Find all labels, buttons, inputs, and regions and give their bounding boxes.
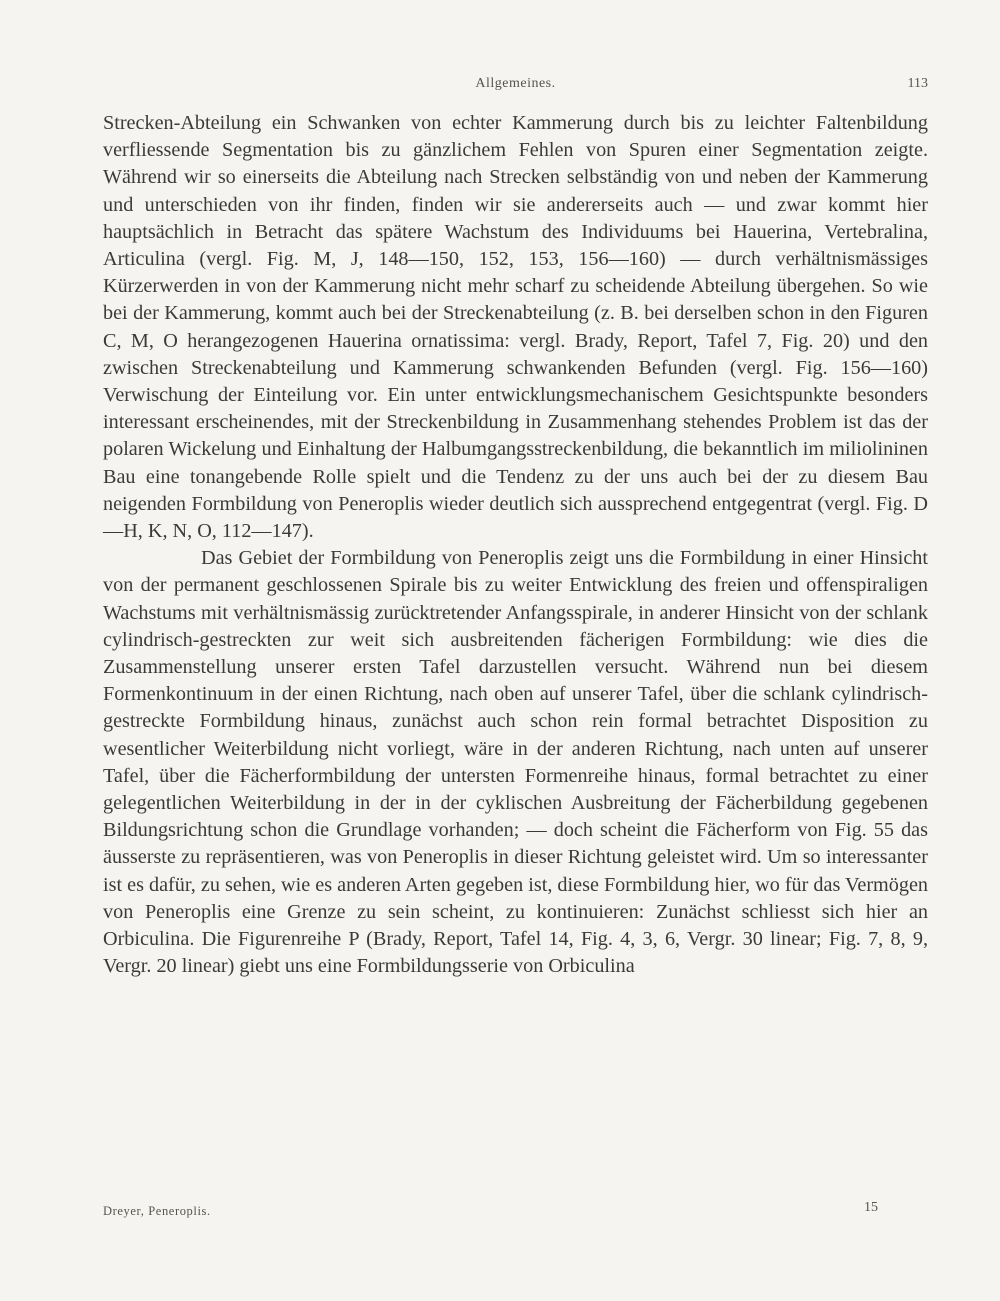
running-title: Allgemeines.: [475, 76, 556, 91]
sheet-number: 15: [864, 1200, 878, 1215]
signature-line: Dreyer, Peneroplis.: [103, 1204, 211, 1218]
page-number: 113: [907, 76, 928, 91]
paragraph-2: Das Gebiet der Formbildung von Peneroplis zeigt uns die Formbildung in einer Hinsicht von der permanent geschlossenen Spirale bis zu weiter Entwicklung des freien und offenspiraligen Wachstums mit verhältnismässig zurücktretender Anfangsspirale, in anderer Hinsicht von der schlank cylindrisch-gestreckten zur weit sich ausbreitenden fächerigen Formbildung: wie dies die Zusammenstellung unserer ersten Tafel darzustellen versucht. Während nun bei diesem Formenkontinuum in der einen Richtung, nach oben auf unserer Tafel, über die schlank cylindrisch-gestreckte Formbildung hinaus, zunächst auch schon rein formal betrachtet Disposition zu wesentlicher Weiterbildung nicht vorliegt, wäre in der anderen Richtung, nach unten auf unserer Tafel, über die Fächerformbildung der untersten Formenreihe hinaus, formal betrachtet zu einer gelegentlichen Weiterbildung in der in der cyklischen Ausbreitung der Fächerbildung gegebenen Bildungsrichtung schon die Grundlage vorhanden; — doch scheint die Fächerform von Fig. 55 das äusserste zu repräsentieren, was von Peneroplis in dieser Richtung geleistet wird. Um so interessanter ist es dafür, zu sehen, wie es anderen Arten gegeben ist, diese Formbildung hier, wo für das Vermögen von Peneroplis eine Grenze zu sein scheint, zu kontinuieren: Zunächst schliesst sich hier an Orbiculina. Die Figurenreihe P (Brady, Report, Tafel 14, Fig. 4, 3, 6, Vergr. 30 linear; Fig. 7, 8, 9, Vergr. 20 linear) giebt uns eine Formbildungsserie von Orbiculina: [103, 547, 928, 978]
page-footer: [103, 1200, 928, 1222]
running-head: [103, 76, 928, 98]
body-text: [103, 110, 928, 981]
paragraph-1: Strecken-Abteilung ein Schwanken von echter Kammerung durch bis zu leichter Faltenbildung verfliessende Segmentation bis zu gänzlichem Fehlen von Spuren einer Segmentation zeigte. Während wir so einerseits die Abteilung nach Strecken selbständig von und neben der Kammerung und unterschieden von ihr finden, finden wir sie andererseits auch — und zwar kommt hier hauptsächlich in Betracht das spätere Wachstum des Individuums bei Hauerina, Vertebralina, Articulina (vergl. Fig. M, J, 148—150, 152, 153, 156—160) — durch verhältnismässiges Kürzerwerden in von der Kammerung nicht mehr scharf zu scheidende Abteilung übergehen. So wie bei der Kammerung, kommt auch bei der Streckenabteilung (z. B. bei derselben schon in den Figuren C, M, O herangezogenen Hauerina ornatissima: vergl. Brady, Report, Tafel 7, Fig. 20) und den zwischen Streckenabteilung und Kammerung schwankenden Befunden (vergl. Fig. 156—160) Verwischung der Einteilung vor. Ein unter entwicklungsmechanischem Gesichtspunkte besonders interessant erscheinendes, mit der Streckenbildung in Zusammenhang stehendes Problem ist das der polaren Wickelung und Einhaltung der Halbumgangsstreckenbildung, die bekanntlich im miliolininen Bau eine tonangebende Rolle spielt und die Tendenz zu der uns auch bei der zu diesem Bau neigenden Formbildung von Peneroplis wieder deutlich sich aussprechend entgegentrat (vergl. Fig. D—H, K, N, O, 112—147).: [103, 112, 928, 543]
